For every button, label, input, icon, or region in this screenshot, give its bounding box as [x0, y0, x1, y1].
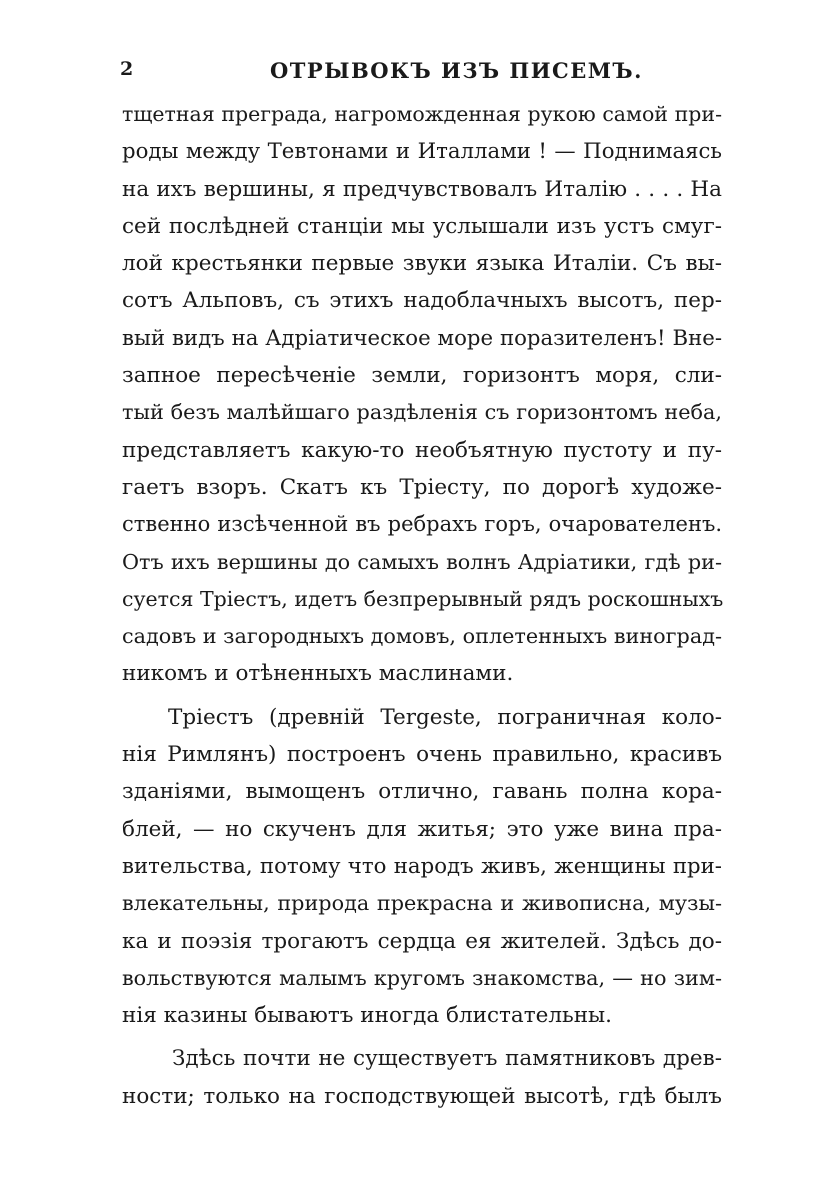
- text-line: сей послѣдней станціи мы услышали изъ устъ смуг-: [122, 213, 722, 239]
- text-line: Тріестъ (древній Tergeste, пограничная коло-: [168, 704, 722, 730]
- text-line: вый видъ на Адріатическое море поразителенъ! Вне-: [122, 325, 722, 351]
- running-head: [120, 58, 720, 88]
- text-line: ственно изсѣченной въ ребрахъ горъ, очарователенъ.: [122, 512, 722, 537]
- text-line: роды между Тевтонами и Италлами ! — Поднимаясь: [122, 139, 722, 165]
- text-line: нія Римлянъ) построенъ очень правильно, красивъ: [122, 742, 722, 768]
- text-line: гаетъ взоръ. Скатъ къ Тріесту, по дорогѣ художе-: [122, 474, 722, 500]
- text-line: запное пересѣченіе земли, горизонтъ моря, сли-: [122, 363, 722, 389]
- text-line: Здѣсь почти не существуетъ памятниковъ древ-: [172, 1046, 722, 1072]
- body-text: [122, 96, 722, 1115]
- page-number: 2: [120, 58, 134, 80]
- paragraph-1: [122, 96, 722, 693]
- text-line: представляетъ какую-то необъятную пустоту и пу-: [122, 437, 722, 463]
- text-line: Отъ ихъ вершины до самыхъ волнъ Адріатики, гдѣ ри-: [122, 549, 722, 574]
- text-line: ка и поэзія трогаютъ сердца ея жителей. Здѣсь до-: [122, 928, 722, 954]
- text-line: садовъ и загородныхъ домовъ, оплетенныхъ виноград-: [122, 624, 722, 649]
- text-line: суется Тріестъ, идетъ безпрерывный рядъ роскошныхъ: [122, 586, 724, 611]
- paragraph-3: [122, 1040, 722, 1115]
- text-line: вольствуются малымъ кругомъ знакомства, — но зим-: [122, 965, 722, 990]
- running-title: ОТРЫВОКЪ ИЗЪ ПИСЕМЪ.: [270, 58, 643, 83]
- paragraph-2: [122, 699, 722, 1035]
- text-line: нія казины бываютъ иногда блистательны.: [122, 1003, 612, 1029]
- text-line: блей, — но скученъ для житья; это уже вина пра-: [122, 816, 722, 842]
- text-line: влекательны, природа прекрасна и живописна, музы-: [122, 891, 722, 916]
- text-line: ности; только на господствующей высотѣ, гдѣ былъ: [122, 1083, 722, 1109]
- text-line: на ихъ вершины, я предчувствовалъ Италію . . . . На: [122, 176, 722, 202]
- text-line: никомъ и отѣненныхъ маслинами.: [122, 661, 514, 687]
- text-line: вительства, потому что народъ живъ, женщины при-: [122, 853, 722, 879]
- text-line: тый безъ малѣйшаго раздѣленія съ горизонтомъ неба,: [122, 400, 722, 425]
- text-line: лой крестьянки первые звуки языка Италіи. Съ вы-: [122, 251, 722, 277]
- text-line: зданіями, вымощенъ отлично, гавань полна кора-: [122, 779, 722, 805]
- text-line: тщетная преграда, нагроможденная рукою самой при-: [122, 102, 722, 126]
- text-line: сотъ Альповъ, съ этихъ надоблачныхъ высотъ, пер-: [122, 288, 722, 314]
